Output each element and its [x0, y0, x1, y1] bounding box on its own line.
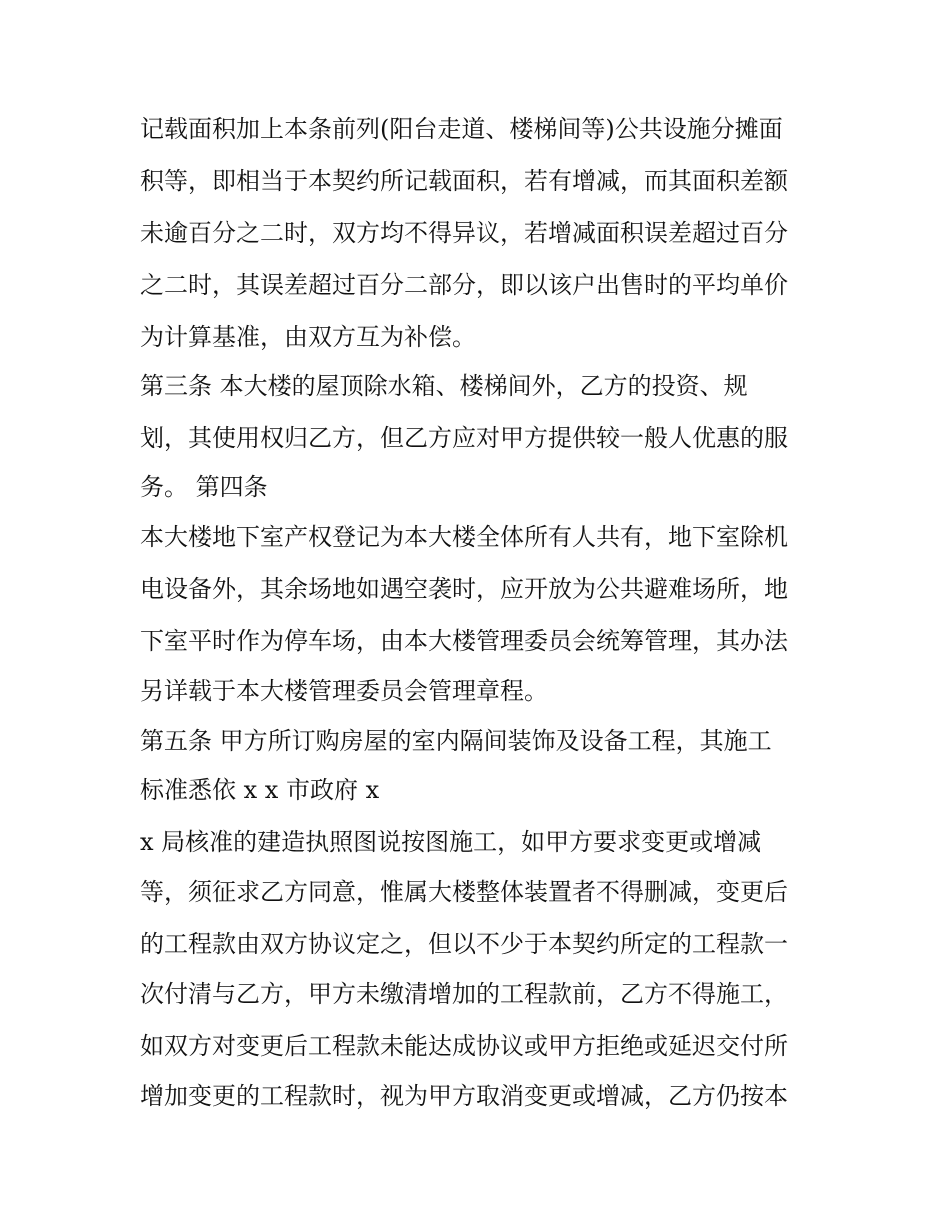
- text-line: 本大楼地下室产权登记为本大楼全体所有人共有，地下室除机: [140, 523, 788, 551]
- article-3-heading-line: 第三条 本大楼的屋顶除水箱、楼梯间外，乙方的投资、规: [140, 372, 748, 400]
- text-line: 未逾百分之二时，双方均不得异议，若增减面积误差超过百分: [140, 219, 788, 247]
- text-line: x 局核准的建造执照图说按图施工，如甲方要求变更或增减: [140, 828, 762, 856]
- text-line: 另详载于本大楼管理委员会管理章程。: [140, 677, 548, 705]
- text-line: 下室平时作为停车场，由本大楼管理委员会统筹管理，其办法: [140, 627, 788, 655]
- text-line: 次付清与乙方，甲方未缴清增加的工程款前，乙方不得施工，: [140, 980, 788, 1008]
- text-line: 之二时，其误差超过百分二部分，即以该户出售时的平均单价: [140, 271, 788, 299]
- text-line: 积等，即相当于本契约所记载面积，若有增减，而其面积差额: [140, 167, 788, 195]
- article-4-heading-line: 务。 第四条: [140, 473, 268, 501]
- text-line: 标准悉依 x x 市政府 x: [140, 776, 380, 804]
- text-line: 等，须征求乙方同意，惟属大楼整体装置者不得删减，变更后: [140, 878, 788, 906]
- text-line: 记载面积加上本条前列(阳台走道、楼梯间等)公共设施分摊面: [140, 115, 783, 143]
- text-line: 电设备外，其余场地如遇空袭时，应开放为公共避难场所，地: [140, 575, 788, 603]
- text-line: 如双方对变更后工程款未能达成协议或甲方拒绝或延迟交付所: [140, 1032, 788, 1060]
- text-line: 增加变更的工程款时，视为甲方取消变更或增减，乙方仍按本: [140, 1082, 788, 1110]
- text-line: 的工程款由双方协议定之，但以不少于本契约所定的工程款一: [140, 930, 788, 958]
- text-line: 划，其使用权归乙方，但乙方应对甲方提供较一般人优惠的服: [140, 424, 788, 452]
- article-5-heading-line: 第五条 甲方所订购房屋的室内隔间装饰及设备工程，其施工: [140, 727, 772, 755]
- text-line: 为计算基准，由双方互为补偿。: [140, 323, 476, 351]
